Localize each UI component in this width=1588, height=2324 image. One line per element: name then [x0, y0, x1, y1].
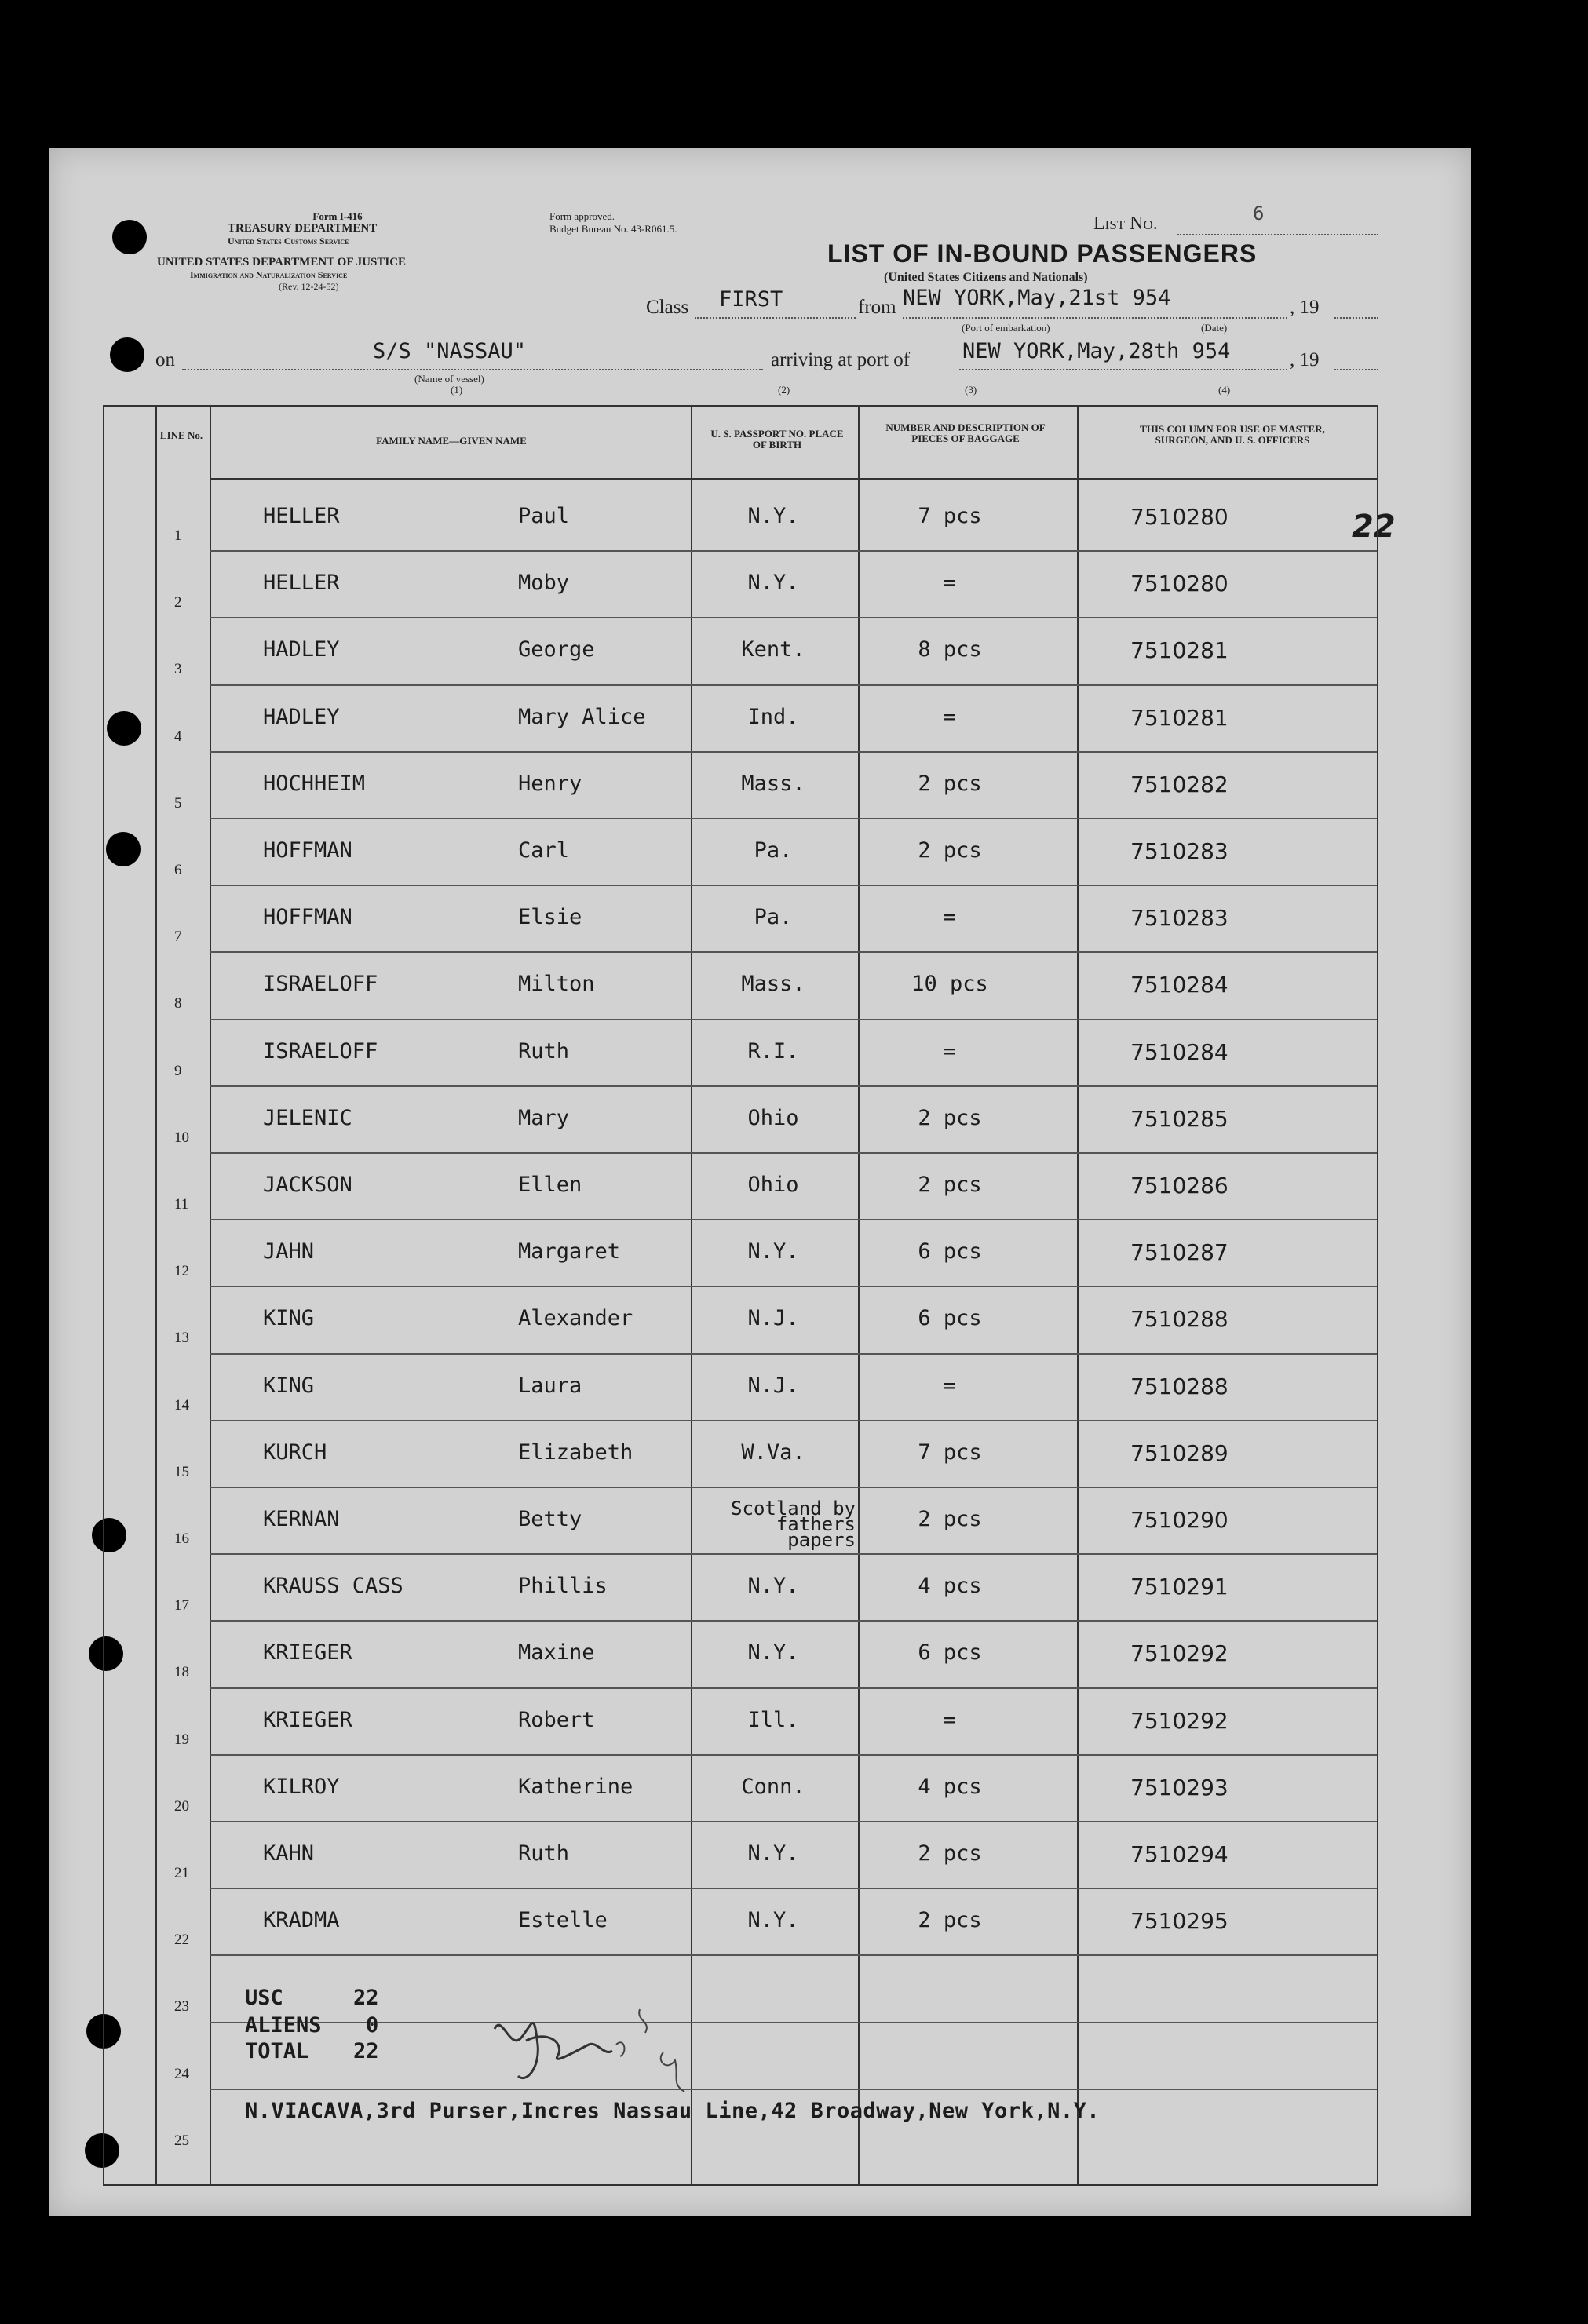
col-divider — [210, 407, 211, 2184]
officer-number: 7510288 — [1130, 1373, 1228, 1399]
officer-number: 7510283 — [1130, 838, 1228, 864]
place-of-birth: N.Y. — [747, 571, 799, 596]
baggage: = — [943, 1373, 957, 1398]
baggage: 2 pcs — [918, 1173, 982, 1197]
given-name: Phillis — [518, 1574, 608, 1599]
arrival-line — [959, 369, 1287, 370]
baggage: = — [943, 905, 957, 930]
line-number: 17 — [174, 1597, 189, 1614]
usc-value: 22 — [353, 1986, 379, 2010]
officer-number: 7510283 — [1130, 905, 1228, 932]
family-name: KAHN — [263, 1841, 315, 1866]
row-rule — [210, 1286, 1377, 1287]
dept-treasury-sub: United States Customs Service — [228, 235, 349, 246]
vessel-line — [182, 369, 763, 370]
line-number: 25 — [174, 2132, 189, 2149]
place-of-birth: Pa. — [754, 905, 793, 930]
officer-number: 7510280 — [1130, 571, 1228, 597]
family-name: KRIEGER — [263, 1707, 352, 1732]
list-no-line — [1177, 234, 1378, 235]
line-number: 3 — [174, 661, 182, 678]
aliens-value: 0 — [366, 2013, 379, 2038]
line-number: 9 — [174, 1062, 182, 1079]
place-of-birth: Ohio — [747, 1105, 799, 1130]
given-name: Elsie — [518, 905, 582, 930]
caption-3: (3) — [965, 384, 977, 396]
officer-number: 7510293 — [1130, 1774, 1228, 1800]
row-rule — [210, 1219, 1377, 1220]
place-of-birth: Conn. — [741, 1774, 805, 1799]
row-rule — [210, 951, 1377, 953]
vessel-caption-num: (1) — [451, 384, 463, 396]
form-title: LIST OF IN-BOUND PASSENGERS — [827, 239, 1258, 268]
row-rule — [210, 1954, 1377, 1956]
row-rule — [210, 885, 1377, 886]
baggage: 6 pcs — [918, 1640, 982, 1665]
family-name: HOFFMAN — [263, 838, 352, 863]
line-number: 10 — [174, 1129, 189, 1146]
place-of-birth: N.J. — [747, 1306, 799, 1331]
given-name: Paul — [518, 504, 570, 528]
line-number: 20 — [174, 1797, 189, 1815]
given-name: Laura — [518, 1373, 582, 1398]
place-of-birth: Mass. — [741, 771, 805, 796]
place-of-birth: N.J. — [747, 1373, 799, 1398]
officer-number: 7510288 — [1130, 1306, 1228, 1333]
line-number: 5 — [174, 794, 182, 812]
line-number: 2 — [174, 594, 182, 611]
line-number: 18 — [174, 1664, 189, 1681]
from-label: from — [858, 297, 896, 318]
year-1: , 19 — [1290, 297, 1320, 318]
from-line — [903, 317, 1287, 319]
row-rule — [210, 684, 1377, 686]
family-name: KILROY — [263, 1774, 340, 1799]
usc-label: USC — [245, 1986, 283, 2010]
on-label: on — [155, 349, 175, 370]
line-number: 12 — [174, 1263, 189, 1280]
line-number: 4 — [174, 728, 182, 745]
given-name: Elizabeth — [518, 1439, 633, 1465]
given-name: Milton — [518, 972, 595, 997]
port-embarkation-caption: (Port of embarkation) — [962, 322, 1050, 334]
line-number: 21 — [174, 1865, 189, 1881]
line-number: 14 — [174, 1396, 189, 1414]
row-rule — [210, 1553, 1377, 1555]
baggage: 7 pcs — [918, 1439, 982, 1465]
officer-number: 7510281 — [1130, 704, 1228, 731]
row-rule — [210, 1019, 1377, 1020]
family-name: HELLER — [263, 504, 340, 528]
row-rule — [210, 1420, 1377, 1421]
budget-bureau: Budget Bureau No. 43-R061.5. — [549, 223, 677, 235]
family-name: HOCHHEIM — [263, 771, 366, 796]
place-of-birth: Ind. — [747, 704, 799, 729]
form-approved: Form approved. — [549, 210, 615, 222]
arriving-label: arriving at port of — [771, 349, 911, 370]
baggage: 6 pcs — [918, 1306, 982, 1331]
officer-number: 7510294 — [1130, 1841, 1228, 1867]
row-rule — [210, 550, 1377, 552]
officer-number: 7510291 — [1130, 1574, 1228, 1600]
given-name: Ellen — [518, 1173, 582, 1197]
place-of-birth: N.Y. — [747, 1908, 799, 1933]
baggage: 6 pcs — [918, 1239, 982, 1264]
given-name: Mary — [518, 1105, 570, 1130]
dept-justice-sub: Immigration and Naturalization Service — [190, 269, 348, 280]
family-name: JELENIC — [263, 1105, 352, 1130]
header-baggage: NUMBER AND DESCRIPTION OF PIECES OF BAGGAGE — [885, 421, 1046, 444]
line-number: 23 — [174, 1998, 189, 2016]
given-name: Ruth — [518, 1038, 570, 1063]
baggage: 10 pcs — [911, 972, 988, 997]
baggage: = — [943, 1038, 957, 1063]
family-name: JAHN — [263, 1239, 315, 1264]
header-line-no: LINE No. — [159, 429, 203, 441]
list-no-value: 6 — [1253, 202, 1265, 224]
officer-number: 7510292 — [1130, 1640, 1228, 1667]
family-name: HELLER — [263, 571, 340, 596]
line-number: 8 — [174, 995, 182, 1012]
place-of-birth: Kent. — [741, 637, 805, 662]
row-rule — [210, 1152, 1377, 1154]
place-of-birth: Ohio — [747, 1173, 799, 1197]
officer-number: 7510287 — [1130, 1239, 1228, 1266]
family-name: KING — [263, 1306, 315, 1331]
line-number: 24 — [174, 2065, 189, 2082]
vessel-caption: (Name of vessel) — [414, 373, 484, 385]
given-name: Carl — [518, 838, 570, 863]
punch-hole — [112, 220, 147, 254]
list-no-label: List No. — [1093, 213, 1158, 234]
family-name: KRIEGER — [263, 1640, 352, 1665]
line-number: 7 — [174, 929, 182, 946]
baggage: 2 pcs — [918, 771, 982, 796]
place-of-birth: Ill. — [747, 1707, 799, 1732]
line-number: 16 — [174, 1530, 189, 1547]
punch-hole — [110, 337, 144, 372]
sheet-number: 22 — [1352, 509, 1396, 545]
officer-number: 7510289 — [1130, 1439, 1228, 1466]
officer-number: 7510290 — [1130, 1507, 1228, 1533]
officer-number: 7510286 — [1130, 1173, 1228, 1198]
header-passport: U. S. PASSPORT NO. PLACE OF BIRTH — [710, 428, 844, 451]
given-name: Margaret — [518, 1239, 621, 1264]
form-revision: (Rev. 12-24-52) — [279, 281, 339, 292]
given-name: Mary Alice — [518, 704, 646, 729]
line-number: 13 — [174, 1330, 189, 1347]
baggage: 2 pcs — [918, 1105, 982, 1130]
header-officers: THIS COLUMN FOR USE OF MASTER, SURGEON, AND U. S. OFFICERS — [1140, 423, 1325, 446]
family-name: KRAUSS CASS — [263, 1574, 403, 1599]
class-line — [695, 317, 856, 319]
year-2: , 19 — [1290, 349, 1320, 370]
line-number: 19 — [174, 1731, 189, 1748]
form-id: Form I-416 — [312, 210, 363, 222]
total-value: 22 — [353, 2039, 379, 2063]
col-divider — [858, 407, 860, 2184]
officer-number: 7510280 — [1130, 504, 1228, 530]
col-divider — [1077, 407, 1079, 2184]
year-1-line — [1334, 317, 1378, 319]
place-of-birth: N.Y. — [747, 1841, 799, 1866]
caption-4: (4) — [1218, 384, 1231, 396]
given-name: Alexander — [518, 1306, 633, 1331]
dept-treasury: TREASURY DEPARTMENT — [228, 222, 378, 235]
place-of-birth: Pa. — [754, 838, 793, 863]
officer-number: 7510285 — [1130, 1105, 1228, 1132]
row-rule — [210, 2089, 1377, 2090]
baggage: 4 pcs — [918, 1774, 982, 1799]
row-rule — [210, 818, 1377, 819]
given-name: George — [518, 637, 595, 662]
place-of-birth: Mass. — [741, 972, 805, 997]
row-rule — [210, 617, 1377, 618]
handwritten-initials — [479, 1997, 730, 2100]
officer-number: 7510292 — [1130, 1707, 1228, 1734]
baggage: 2 pcs — [918, 1841, 982, 1866]
aliens-label: ALIENS — [245, 2013, 322, 2038]
place-of-birth: Scotland by fathers papers — [731, 1498, 856, 1551]
baggage: = — [943, 704, 957, 729]
given-name: Robert — [518, 1707, 595, 1732]
line-number: 1 — [174, 527, 182, 544]
form-subtitle: (United States Citizens and Nationals) — [884, 271, 1088, 284]
row-rule — [210, 1353, 1377, 1355]
given-name: Betty — [518, 1507, 582, 1531]
from-value: NEW YORK,May,21st 954 — [903, 286, 1171, 310]
given-name: Moby — [518, 571, 570, 596]
place-of-birth: N.Y. — [747, 1640, 799, 1665]
year-2-line — [1334, 369, 1378, 370]
officer-number: 7510284 — [1130, 972, 1228, 998]
place-of-birth: R.I. — [747, 1038, 799, 1063]
baggage: = — [943, 1707, 957, 1732]
officer-number: 7510284 — [1130, 1038, 1228, 1065]
family-name: ISRAELOFF — [263, 1038, 378, 1063]
family-name: ISRAELOFF — [263, 972, 378, 997]
place-of-birth: W.Va. — [741, 1439, 805, 1465]
line-number: 22 — [174, 1932, 189, 1949]
baggage: 4 pcs — [918, 1574, 982, 1599]
row-rule — [210, 1085, 1377, 1087]
family-name: HOFFMAN — [263, 905, 352, 930]
caption-2: (2) — [778, 384, 790, 396]
family-name: KING — [263, 1373, 315, 1398]
dept-justice: UNITED STATES DEPARTMENT OF JUSTICE — [157, 256, 407, 268]
purser-signature-line: N.VIACAVA,3rd Purser,Incres Nassau Line,42 Broadway,New York,N.Y. — [245, 2099, 1101, 2123]
class-label: Class — [646, 297, 689, 318]
family-name: HADLEY — [263, 704, 340, 729]
total-label: TOTAL — [245, 2039, 309, 2063]
given-name: Ruth — [518, 1841, 570, 1866]
header-rule — [210, 478, 1377, 480]
row-rule — [210, 1620, 1377, 1622]
given-name: Katherine — [518, 1774, 633, 1799]
officer-number: 7510282 — [1130, 771, 1228, 797]
officer-number: 7510281 — [1130, 637, 1228, 664]
date-caption: (Date) — [1201, 322, 1228, 334]
row-rule — [210, 1687, 1377, 1689]
place-of-birth: N.Y. — [747, 1574, 799, 1599]
line-number: 11 — [174, 1196, 189, 1213]
vessel-value: S/S "NASSAU" — [373, 339, 527, 363]
given-name: Estelle — [518, 1908, 608, 1933]
baggage: 2 pcs — [918, 838, 982, 863]
family-name: HADLEY — [263, 637, 340, 662]
place-of-birth: N.Y. — [747, 504, 799, 528]
family-name: KERNAN — [263, 1507, 340, 1531]
row-rule — [210, 1754, 1377, 1756]
baggage: 8 pcs — [918, 637, 982, 662]
row-rule — [210, 1821, 1377, 1822]
family-name: JACKSON — [263, 1173, 352, 1197]
baggage: 2 pcs — [918, 1908, 982, 1933]
col-divider — [691, 407, 692, 2184]
row-rule — [210, 1487, 1377, 1488]
family-name: KRADMA — [263, 1908, 340, 1933]
col-divider — [155, 407, 157, 2184]
given-name: Henry — [518, 771, 582, 796]
arrival-value: NEW YORK,May,28th 954 — [962, 339, 1231, 363]
baggage: = — [943, 571, 957, 596]
family-name: KURCH — [263, 1439, 327, 1465]
row-rule — [210, 751, 1377, 753]
place-of-birth: N.Y. — [747, 1239, 799, 1264]
given-name: Maxine — [518, 1640, 595, 1665]
line-number: 15 — [174, 1463, 189, 1480]
class-value: FIRST — [719, 287, 783, 312]
baggage: 2 pcs — [918, 1507, 982, 1531]
header-name: FAMILY NAME—GIVEN NAME — [376, 435, 527, 447]
row-rule — [210, 1888, 1377, 1889]
line-number: 6 — [174, 862, 182, 878]
baggage: 7 pcs — [918, 504, 982, 528]
row-rule — [210, 2022, 1377, 2023]
officer-number: 7510295 — [1130, 1908, 1228, 1935]
